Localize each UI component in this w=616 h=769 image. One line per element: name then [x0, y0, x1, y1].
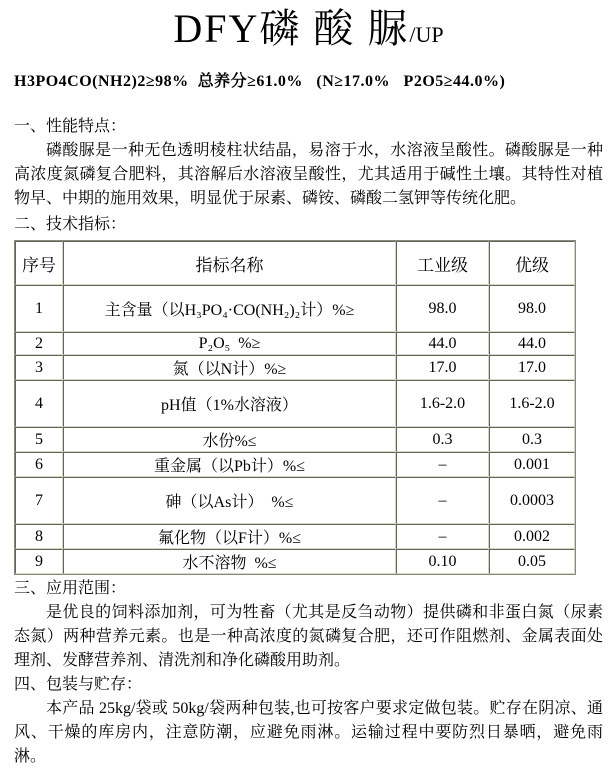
cell-industrial: –: [396, 524, 489, 549]
cell-index: 8: [15, 524, 63, 549]
table-row: [15, 285, 575, 332]
cell-index: 2: [15, 332, 63, 355]
cell-industrial: 44.0: [396, 332, 489, 355]
page-title-main: DFY磷 酸 脲: [173, 6, 410, 51]
table-row: [15, 477, 575, 524]
cell-industrial: –: [396, 477, 489, 524]
cell-name: P₂O₅ %≥: [63, 332, 396, 355]
section-body-features: 磷酸脲是一种无色透明棱柱状结晶，易溶于水，水溶液呈酸性。磷酸脲是一种高浓度氮磷复合肥料，其溶解后水溶液呈酸性，尤其适用于碱性土壤。其特性对植物早、中期的施用效果，明显优于尿素、磷铵、磷酸二氢钾等传统化肥。: [14, 142, 603, 207]
cell-premium: 98.0: [489, 285, 575, 332]
cell-premium: 0.002: [489, 524, 575, 549]
header-cell-index: 序号: [15, 241, 63, 285]
cell-name: 主含量（以H₃PO₄·CO(NH₂)₂计）%≥: [63, 285, 396, 332]
cell-name: 砷（以As计） %≤: [63, 477, 396, 524]
section-body-packaging: 本产品 25kg/袋或 50kg/袋两种包装,也可按客户要求定做包装。贮存在阴凉、通风、干燥的库房内，注意防潮，应避免雨淋。运输过程中要防烈日暴晒，避免雨淋。: [14, 700, 603, 765]
header-cell-industrial: 工业级: [396, 241, 489, 285]
cell-premium: 0.3: [489, 427, 575, 452]
section-heading-features: 一、性能特点：: [14, 118, 127, 135]
table-row: [15, 380, 575, 427]
cell-premium: 0.0003: [489, 477, 575, 524]
table-row: [15, 427, 575, 452]
cell-index: 9: [15, 549, 63, 574]
section-heading-specs: 二、技术指标：: [14, 216, 127, 233]
cell-premium: 44.0: [489, 332, 575, 355]
cell-industrial: 17.0: [396, 355, 489, 380]
cell-index: 5: [15, 427, 63, 452]
cell-premium: 0.001: [489, 452, 575, 477]
cell-industrial: 1.6-2.0: [396, 380, 489, 427]
header-cell-name: 指标名称: [63, 241, 396, 285]
section-heading-applications: 三、应用范围：: [14, 580, 127, 597]
cell-index: 1: [15, 285, 63, 332]
cell-premium: 1.6-2.0: [489, 380, 575, 427]
cell-premium: 0.05: [489, 549, 575, 574]
cell-industrial: 98.0: [396, 285, 489, 332]
cell-index: 3: [15, 355, 63, 380]
section-heading-packaging: 四、包装与贮存：: [14, 676, 143, 693]
table-row: [15, 332, 575, 355]
header-cell-premium: 优级: [489, 241, 575, 285]
cell-name: 水份%≤: [63, 427, 396, 452]
section-body-applications: 是优良的饲料添加剂，可为牲畜（尤其是反刍动物）提供磷和非蛋白氮（尿素态氮）两种营养元素。也是一种高浓度的氮磷复合肥，还可作阻燃剂、金属表面处理剂、发酵营养剂、清洗剂和净化磷酸用助剂。: [14, 604, 603, 669]
page-title-suffix: /UP: [409, 22, 444, 47]
cell-name: 氮（以N计）%≥: [63, 355, 396, 380]
cell-index: 4: [15, 380, 63, 427]
cell-index: 7: [15, 477, 63, 524]
cell-name: 水不溶物 %≤: [63, 549, 396, 574]
page-title: [14, 6, 603, 52]
table-header-row: [15, 241, 575, 285]
cell-premium: 17.0: [489, 355, 575, 380]
cell-name: 氟化物（以F计）%≤: [63, 524, 396, 549]
cell-industrial: 0.3: [396, 427, 489, 452]
cell-index: 6: [15, 452, 63, 477]
table-row: [15, 452, 575, 477]
table-row: [15, 355, 575, 380]
cell-name: pH值（1%水溶液）: [63, 380, 396, 427]
cell-name: 重金属（以Pb计）%≤: [63, 452, 396, 477]
product-spec-line: H3PO4CO(NH2)2≥98% 总养分≥61.0% (N≥17.0% P2O5≥44.0%): [14, 73, 506, 90]
cell-industrial: –: [396, 452, 489, 477]
table-row: [15, 549, 575, 574]
spec-table: [14, 240, 576, 575]
cell-industrial: 0.10: [396, 549, 489, 574]
table-row: [15, 524, 575, 549]
